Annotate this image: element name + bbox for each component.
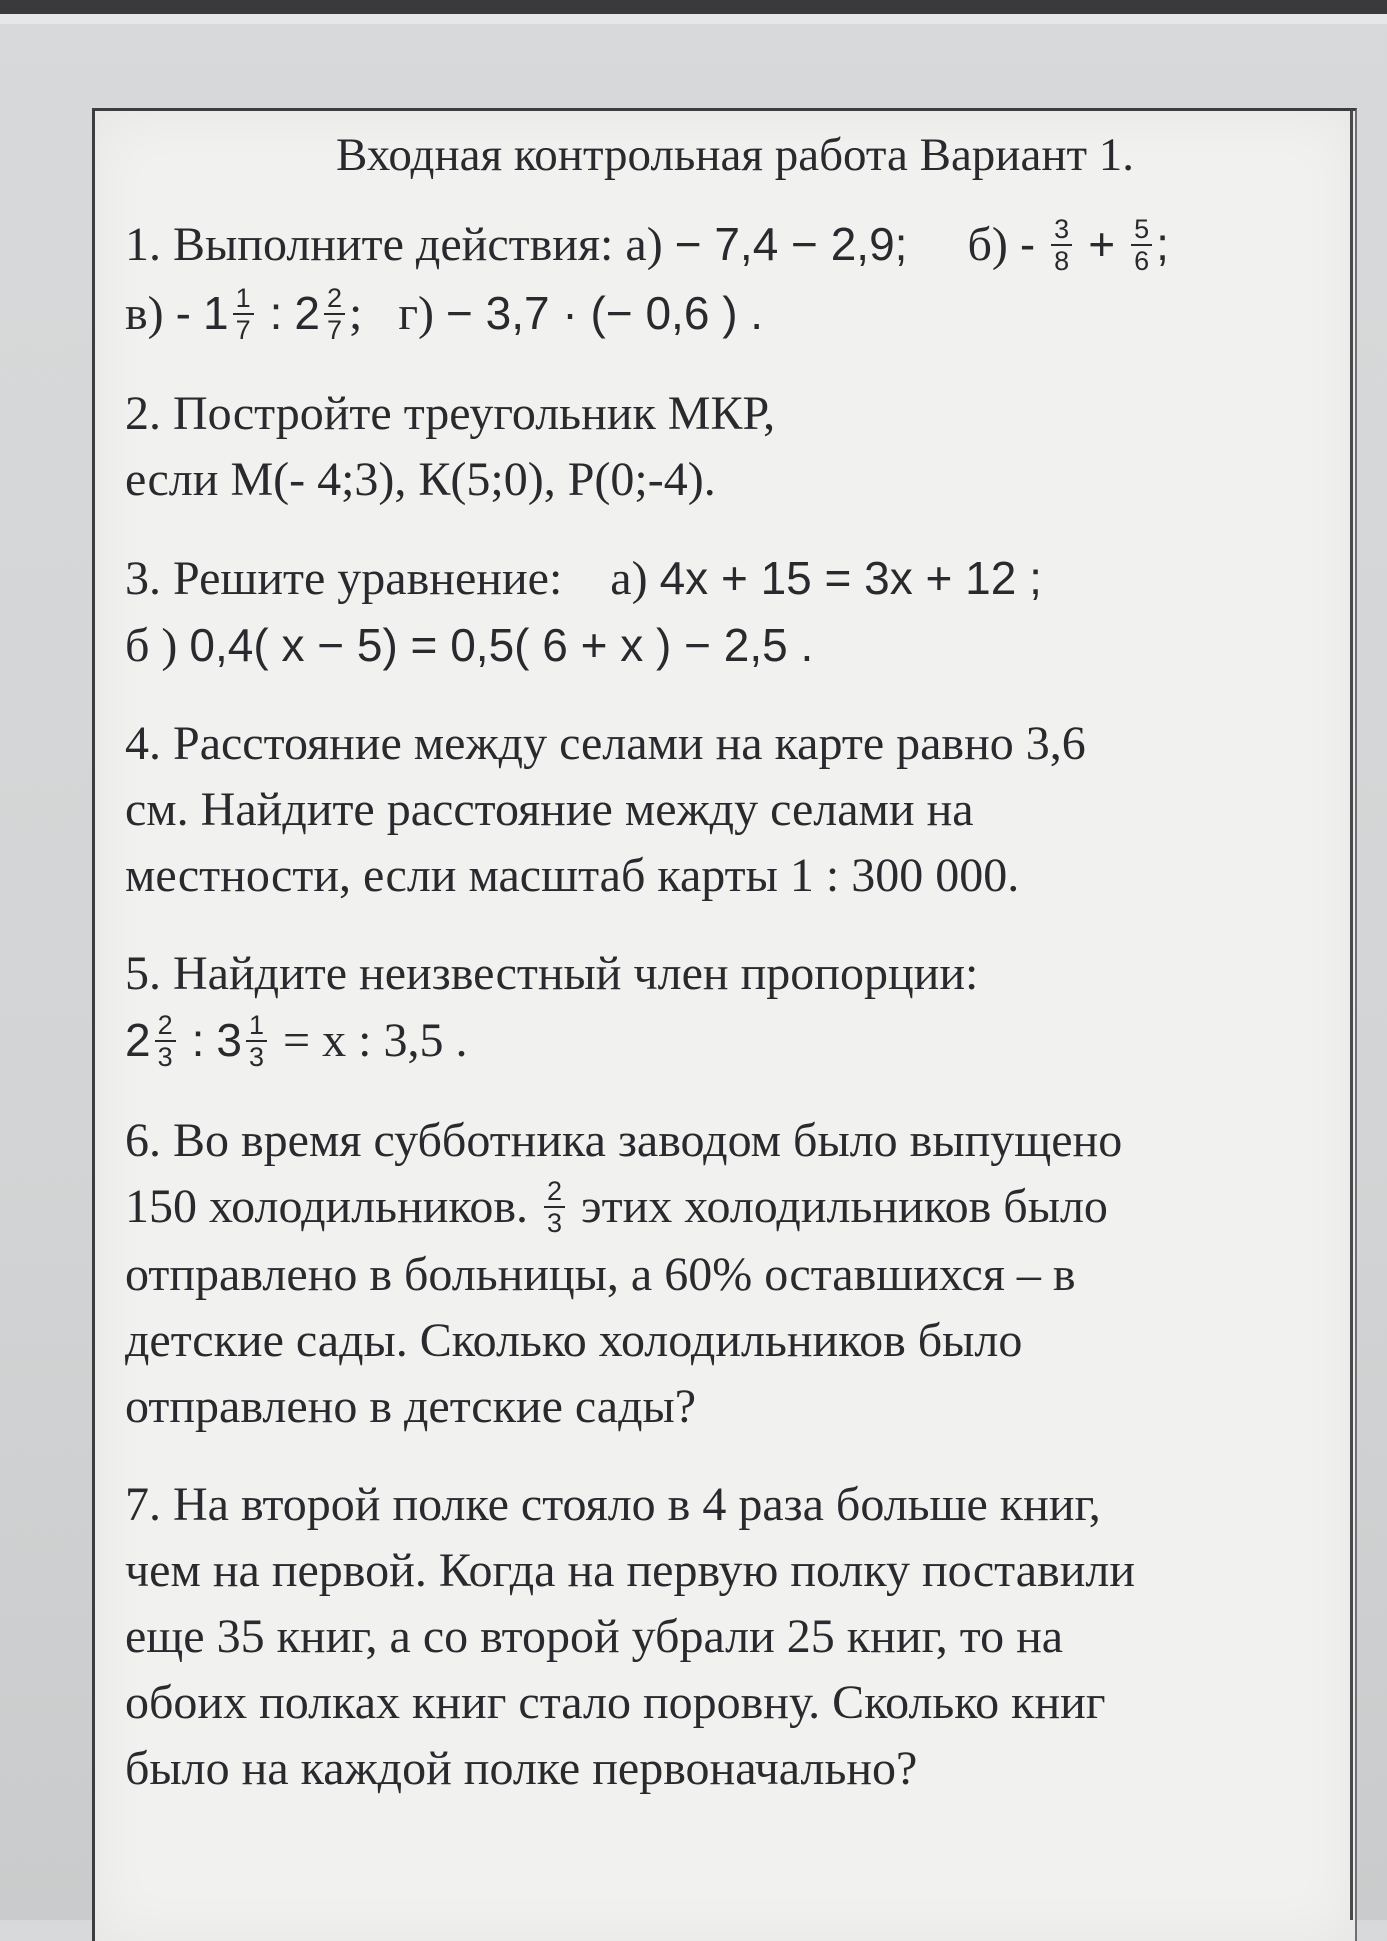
task-1-c-minus: - (175, 286, 191, 339)
screen-top-margin (0, 14, 1387, 24)
task-3-b-equation: 0,4( x − 5) = 0,5( 6 + x ) − 2,5 . (189, 618, 814, 671)
task-4 (125, 711, 1325, 909)
task-7-line-3: еще 35 книг, а со второй убрали 25 книг, то на (125, 1609, 1064, 1663)
task-3-b-label: б ) (125, 618, 178, 672)
task-1-c-end: ; (349, 286, 363, 340)
fraction-numerator: 2 (324, 283, 345, 315)
task-5-line-2 (125, 1007, 1325, 1076)
fraction-numerator: 2 (544, 1176, 565, 1208)
task-6-line-2 (125, 1174, 1325, 1242)
task-7-line-5: было на каждой полке первоначально? (125, 1741, 918, 1795)
task-1-b-end: ; (1156, 218, 1169, 270)
task-6-line-2-post: этих холодильников было (581, 1179, 1108, 1233)
task-6-line-3: отправлено в больницы, а 60% оставшихся – в (125, 1247, 1076, 1301)
task-2 (125, 381, 1325, 513)
page-title: Входная контрольная работа Вариант 1. (335, 129, 1135, 181)
task-5-whole-2: 3 (216, 1013, 242, 1066)
task-7-line-2: чем на первой. Когда на первую полку поставили (125, 1543, 1136, 1597)
task-1-c-whole-1: 1 (202, 286, 229, 339)
task-1 (125, 211, 1325, 349)
worksheet (92, 108, 1357, 1941)
task-7 (125, 1472, 1325, 1802)
task-3-a-label: а) (610, 551, 648, 605)
task-5 (125, 941, 1325, 1076)
fraction-numerator: 2 (155, 1010, 176, 1042)
fraction-denominator: 3 (157, 1041, 173, 1072)
task-5-whole-1: 2 (125, 1013, 151, 1066)
task-1-b-minus: - (1019, 218, 1036, 270)
fraction-denominator: 7 (235, 314, 251, 345)
task-1-intro: 1. Выполните действия: а) (125, 218, 663, 271)
fraction-denominator: 3 (546, 1207, 563, 1238)
task-7-line-1: 7. На второй полке стояло в 4 раза больше книг, (125, 1477, 1101, 1531)
task-1-c-fraction-2 (324, 283, 345, 345)
task-5-line-1: 5. Найдите неизвестный член пропорции: (125, 946, 979, 1000)
task-5-rest: = x : 3,5 . (283, 1013, 468, 1067)
task-3 (125, 545, 1325, 679)
worksheet-content (125, 123, 1325, 1802)
fraction-numerator: 1 (246, 1010, 267, 1042)
task-6-line-5: отправлено в детские сады? (125, 1379, 697, 1433)
fraction-numerator: 5 (1131, 214, 1152, 246)
task-6-line-4: детские сады. Сколько холодильников было (125, 1313, 1023, 1367)
fraction-denominator: 3 (249, 1041, 265, 1072)
screen-top-bezel (0, 0, 1387, 14)
task-1-line-2 (125, 280, 1325, 349)
task-7-line-4: обоих полках книг стало поровну. Сколько книг (125, 1675, 1106, 1729)
task-4-line-1: 4. Расстояние между селами на карте равно 3,6 (125, 716, 1086, 770)
task-2-line-1: 2. Постройте треугольник МКР, (125, 386, 776, 440)
fraction-denominator: 8 (1054, 245, 1070, 276)
task-1-d-label: г) (398, 286, 435, 340)
task-6 (125, 1108, 1325, 1440)
fraction-numerator: 3 (1051, 214, 1072, 246)
task-6-fraction (544, 1176, 565, 1238)
task-1-a-expression: − 7,4 − 2,9; (674, 218, 908, 270)
fraction-denominator: 6 (1134, 245, 1150, 276)
task-3-line-2 (125, 612, 1325, 679)
task-4-line-3: местности, если масштаб карты 1 : 300 000. (125, 848, 1020, 902)
task-5-fraction-2 (246, 1010, 267, 1072)
task-3-a-equation: 4x + 15 = 3x + 12 ; (659, 551, 1042, 604)
fraction-denominator: 7 (326, 314, 343, 345)
task-1-line-1 (125, 211, 1325, 280)
task-4-line-2: см. Найдите расстояние между селами на (125, 782, 974, 836)
task-5-fraction-1 (155, 1010, 176, 1072)
task-6-line-2-pre: 150 холодильников. (125, 1179, 528, 1233)
task-3-line-1 (125, 545, 1325, 612)
table-right-border (1350, 110, 1353, 1920)
task-6-line-1: 6. Во время субботника заводом было выпущено (125, 1113, 1123, 1167)
task-2-line-2: если М(- 4;3), К(5;0), Р(0;-4). (125, 452, 716, 506)
task-1-b-plus: + (1088, 218, 1116, 270)
task-5-divide: : (191, 1013, 205, 1066)
task-3-intro: 3. Решите уравнение: (125, 551, 563, 605)
task-1-b-fraction-2 (1131, 214, 1152, 276)
task-1-c-label: в) (125, 286, 164, 340)
task-1-c-whole-2: 2 (294, 286, 320, 339)
task-1-b-label: б) (967, 218, 1008, 271)
task-1-b-fraction-1 (1051, 214, 1072, 276)
task-1-c-fraction-1 (233, 283, 254, 345)
task-1-c-divide: : (269, 286, 283, 339)
task-1-d-expression: − 3,7 · (− 0,6 ) . (446, 286, 764, 339)
fraction-numerator: 1 (233, 283, 254, 315)
